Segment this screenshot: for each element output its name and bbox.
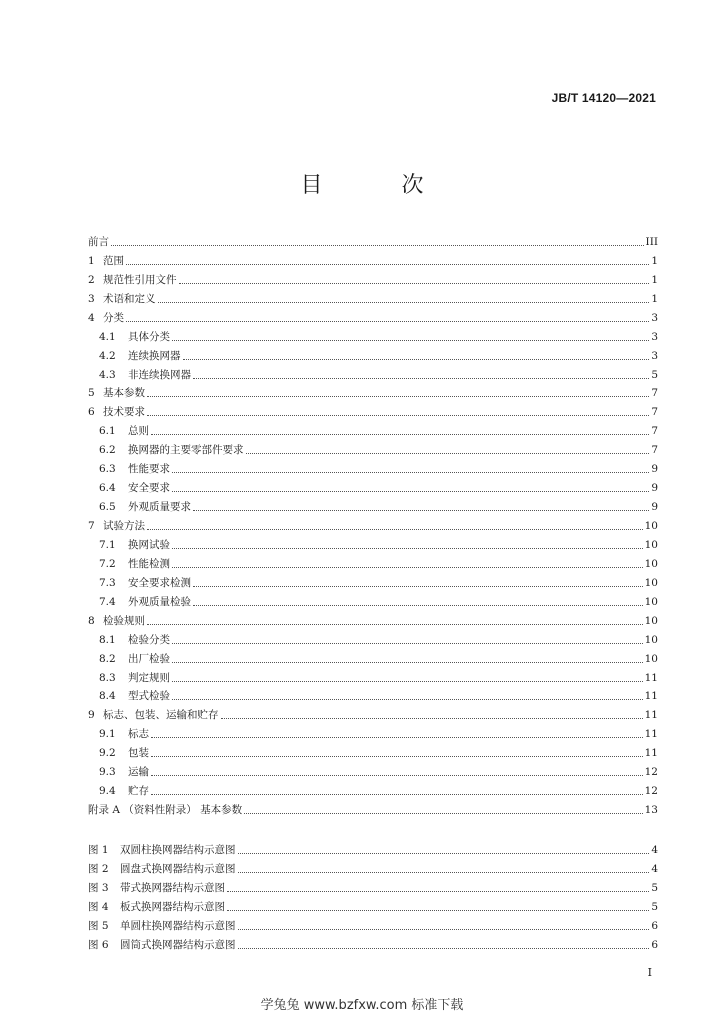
- dot-leader: [151, 775, 643, 776]
- entry-title: 换网试验: [128, 538, 170, 551]
- entry-page-number: 7: [651, 425, 658, 438]
- entry-title: 换网器的主要零部件要求: [128, 444, 244, 457]
- dot-leader: [151, 737, 643, 738]
- toc-entry[interactable]: [88, 666, 658, 685]
- entry-title: 圆筒式换网器结构示意图: [120, 938, 236, 951]
- entry-number: 9.1: [99, 728, 116, 741]
- dot-leader: [193, 510, 649, 511]
- list-of-figures: [88, 838, 658, 952]
- entry-number: 图 5: [88, 919, 109, 932]
- toc-entry[interactable]: [88, 419, 658, 438]
- entry-number: 8.2: [99, 652, 116, 665]
- entry-page-number: 13: [644, 804, 658, 817]
- entry-title: 出厂检验: [128, 652, 170, 665]
- entry-page-number: 9: [651, 482, 658, 495]
- entry-page-number: III: [645, 235, 658, 248]
- toc-entry[interactable]: [88, 722, 658, 741]
- entry-number: 4.2: [99, 349, 116, 362]
- toc-entry[interactable]: [88, 779, 658, 798]
- figure-entry[interactable]: [88, 914, 658, 933]
- toc-entry[interactable]: [88, 760, 658, 779]
- entry-page-number: 6: [651, 919, 658, 932]
- toc-entry[interactable]: [88, 647, 658, 666]
- entry-title: 判定规则: [128, 671, 170, 684]
- entry-title: 标志、包装、运输和贮存: [103, 709, 219, 722]
- entry-title: 检验分类: [128, 633, 170, 646]
- entry-title: 贮存: [128, 785, 149, 798]
- dot-leader: [183, 359, 650, 360]
- entry-page-number: 1: [651, 254, 658, 267]
- dot-leader: [172, 567, 643, 568]
- dot-leader: [221, 718, 643, 719]
- entry-title: 安全要求: [128, 482, 170, 495]
- toc-entry[interactable]: [88, 533, 658, 552]
- entry-title: 包装: [128, 747, 149, 760]
- entry-page-number: 10: [644, 633, 658, 646]
- entry-number: 图 3: [88, 881, 109, 894]
- figure-entry[interactable]: [88, 876, 658, 895]
- dot-leader: [172, 340, 649, 341]
- toc-entry[interactable]: [88, 249, 658, 268]
- figure-entry[interactable]: [88, 895, 658, 914]
- toc-entry[interactable]: [88, 609, 658, 628]
- entry-number: 7: [88, 520, 95, 532]
- entry-page-number: 4: [651, 843, 658, 856]
- page-number: I: [647, 966, 652, 979]
- entry-page-number: 5: [651, 368, 658, 381]
- entry-number: 1: [88, 254, 95, 267]
- dot-leader: [126, 321, 649, 322]
- dot-leader: [147, 529, 643, 530]
- entry-page-number: 11: [644, 747, 658, 760]
- entry-title: 试验方法: [103, 520, 145, 532]
- toc-entry[interactable]: [88, 325, 658, 344]
- dot-leader: [126, 264, 649, 265]
- entry-page-number: 11: [644, 709, 658, 722]
- dot-leader: [172, 643, 643, 644]
- dot-leader: [179, 283, 650, 284]
- entry-title: 板式换网器结构示意图: [120, 900, 225, 913]
- toc-entry[interactable]: [88, 590, 658, 609]
- toc-entry[interactable]: [88, 703, 658, 722]
- toc-entry[interactable]: [88, 495, 658, 514]
- entry-number: 4.1: [99, 330, 116, 343]
- dot-leader: [238, 853, 650, 854]
- dot-leader: [147, 415, 649, 416]
- toc-entry[interactable]: [88, 363, 658, 382]
- entry-number: 8.4: [99, 690, 116, 703]
- entry-number: 6.4: [99, 482, 116, 495]
- toc-entry[interactable]: [88, 741, 658, 760]
- toc-entry[interactable]: [88, 400, 658, 419]
- dot-leader: [172, 662, 643, 663]
- entry-number: 6.3: [99, 463, 116, 476]
- toc-entry[interactable]: [88, 476, 658, 495]
- entry-number: 图 6: [88, 938, 109, 951]
- entry-page-number: 10: [644, 595, 658, 608]
- entry-title: 性能要求: [128, 463, 170, 476]
- dot-leader: [246, 453, 650, 454]
- dot-leader: [151, 794, 643, 795]
- dot-leader: [151, 434, 649, 435]
- toc-entry[interactable]: [88, 457, 658, 476]
- dot-leader: [238, 872, 650, 873]
- entry-title: 型式检验: [128, 690, 170, 703]
- entry-title: 前言: [88, 235, 109, 248]
- entry-number: 2: [88, 273, 95, 286]
- entry-title: 外观质量要求: [128, 501, 191, 514]
- entry-number: 6.5: [99, 501, 116, 514]
- toc-entry[interactable]: [88, 798, 658, 817]
- dot-leader: [172, 472, 649, 473]
- entry-title: 单圆柱换网器结构示意图: [120, 919, 236, 932]
- toc-entry[interactable]: [88, 514, 658, 533]
- dot-leader: [244, 813, 643, 814]
- toc-entry[interactable]: [88, 438, 658, 457]
- entry-page-number: 1: [651, 292, 658, 305]
- entry-number: 4: [88, 311, 95, 324]
- entry-page-number: 7: [651, 387, 658, 400]
- entry-number: 8.1: [99, 633, 116, 646]
- watermark-text: 学兔兔 www.bzfxw.com 标准下载: [260, 998, 464, 1013]
- dot-leader: [193, 605, 643, 606]
- entry-page-number: 10: [644, 557, 658, 570]
- dot-leader: [147, 396, 649, 397]
- entry-title: 安全要求检测: [128, 576, 191, 589]
- entry-page-number: 4: [651, 862, 658, 875]
- entry-title: 双圆柱换网器结构示意图: [120, 843, 236, 856]
- toc-entry[interactable]: [88, 685, 658, 704]
- dot-leader: [238, 948, 650, 949]
- entry-number: 7.1: [99, 538, 116, 551]
- entry-title: 外观质量检验: [128, 595, 191, 608]
- entry-number: 图 2: [88, 862, 109, 875]
- entry-page-number: 10: [644, 614, 658, 627]
- entry-title: 技术要求: [103, 406, 145, 419]
- entry-number: 9.3: [99, 766, 116, 779]
- entry-number: 7.2: [99, 557, 116, 570]
- toc-entry[interactable]: [88, 571, 658, 590]
- entry-page-number: 3: [651, 330, 658, 343]
- entry-page-number: 7: [651, 406, 658, 419]
- entry-title: 分类: [103, 311, 124, 324]
- entry-number: 5: [88, 387, 95, 400]
- entry-title: 圆盘式换网器结构示意图: [120, 862, 236, 875]
- entry-title: 术语和定义: [103, 292, 156, 305]
- entry-number: 7.3: [99, 576, 116, 589]
- toc-entry[interactable]: [88, 382, 658, 401]
- dot-leader: [172, 681, 643, 682]
- figure-entry[interactable]: [88, 838, 658, 857]
- dot-leader: [111, 245, 644, 246]
- dot-leader: [158, 302, 650, 303]
- dot-leader: [147, 624, 643, 625]
- entry-title: 带式换网器结构示意图: [120, 881, 225, 894]
- entry-number: 4.3: [99, 368, 116, 381]
- entry-title: 具体分类: [128, 330, 170, 343]
- entry-page-number: 5: [651, 900, 658, 913]
- entry-page-number: 9: [651, 501, 658, 514]
- entry-page-number: 1: [651, 273, 658, 286]
- toc-entry[interactable]: [88, 287, 658, 306]
- entry-page-number: 3: [651, 311, 658, 324]
- dot-leader: [238, 929, 650, 930]
- entry-title: 运输: [128, 766, 149, 779]
- entry-number: 7.4: [99, 595, 116, 608]
- entry-number: 图 4: [88, 900, 109, 913]
- entry-page-number: 10: [644, 652, 658, 665]
- entry-page-number: 11: [644, 728, 658, 741]
- entry-title: 总则: [128, 425, 149, 438]
- entry-title: 标志: [128, 728, 149, 741]
- entry-title: 附录 A （资料性附录） 基本参数: [88, 804, 243, 817]
- entry-page-number: 10: [644, 538, 658, 551]
- entry-number: 9: [88, 709, 95, 722]
- toc-entry[interactable]: [88, 552, 658, 571]
- dot-leader: [193, 378, 649, 379]
- dot-leader: [172, 699, 643, 700]
- toc-entry[interactable]: [88, 306, 658, 325]
- entry-page-number: 6: [651, 938, 658, 951]
- entry-page-number: 7: [651, 444, 658, 457]
- table-of-contents: [88, 230, 658, 817]
- dot-leader: [227, 891, 649, 892]
- entry-page-number: 10: [644, 520, 658, 532]
- entry-title: 性能检测: [128, 557, 170, 570]
- entry-title: 连续换网器: [128, 349, 181, 362]
- toc-entry[interactable]: [88, 344, 658, 363]
- entry-page-number: 3: [651, 349, 658, 362]
- toc-entry[interactable]: [88, 628, 658, 647]
- entry-title: 检验规则: [103, 614, 145, 627]
- toc-entry[interactable]: [88, 230, 658, 249]
- entry-page-number: 10: [644, 576, 658, 589]
- entry-number: 9.2: [99, 747, 116, 760]
- dot-leader: [193, 586, 643, 587]
- figure-entry[interactable]: [88, 933, 658, 952]
- entry-title: 范围: [103, 254, 124, 267]
- entry-number: 6: [88, 406, 95, 419]
- entry-page-number: 11: [644, 690, 658, 703]
- standard-code: JB/T 14120—2021: [551, 91, 656, 105]
- dot-leader: [172, 491, 649, 492]
- dot-leader: [151, 756, 643, 757]
- entry-title: 非连续换网器: [128, 368, 191, 381]
- entry-number: 图 1: [88, 843, 109, 856]
- entry-page-number: 12: [644, 766, 658, 779]
- entry-page-number: 9: [651, 463, 658, 476]
- entry-title: 基本参数: [103, 387, 145, 400]
- entry-number: 6.2: [99, 444, 116, 457]
- toc-entry[interactable]: [88, 268, 658, 287]
- figure-entry[interactable]: [88, 857, 658, 876]
- entry-number: 8.3: [99, 671, 116, 684]
- entry-page-number: 12: [644, 785, 658, 798]
- entry-number: 3: [88, 292, 95, 305]
- entry-page-number: 11: [644, 671, 658, 684]
- entry-page-number: 5: [651, 881, 658, 894]
- page-title: 目 次: [300, 173, 460, 198]
- dot-leader: [227, 910, 649, 911]
- entry-number: 9.4: [99, 785, 116, 798]
- dot-leader: [172, 548, 643, 549]
- entry-number: 6.1: [99, 425, 116, 438]
- entry-title: 规范性引用文件: [103, 273, 177, 286]
- entry-number: 8: [88, 614, 95, 627]
